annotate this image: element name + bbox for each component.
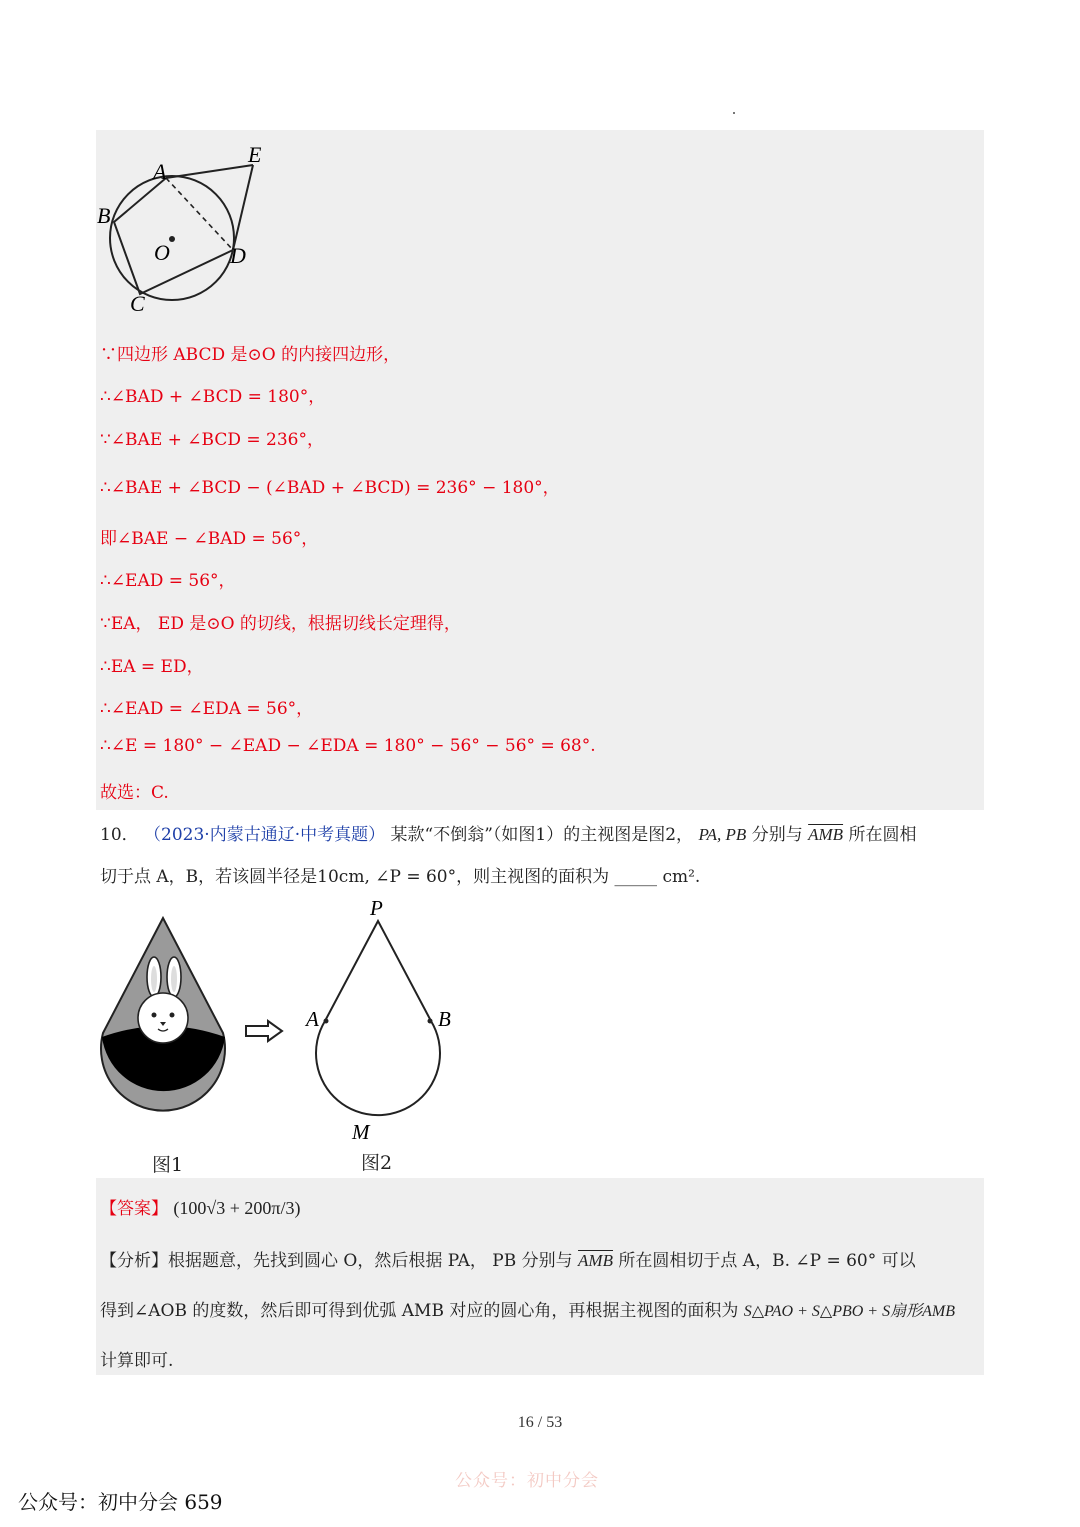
solution-line-6: ∴∠EAD = 56°， bbox=[100, 571, 236, 591]
solution-line-7: ∵EA， ED 是⊙O 的切线，根据切线长定理得， bbox=[100, 614, 461, 634]
rabbit-eye-left bbox=[152, 1013, 157, 1018]
rabbit-face bbox=[138, 993, 188, 1043]
rabbit-ear-inner-right bbox=[171, 966, 177, 992]
tumbler-front-view-figure bbox=[298, 895, 468, 1150]
label-p: P bbox=[370, 896, 383, 920]
page-number: 16 / 53 bbox=[517, 1414, 563, 1431]
point-a-dot bbox=[324, 1019, 329, 1024]
tangent-ae bbox=[166, 165, 253, 178]
analysis-text-1: 根据题意，先找到圆心 O，然后根据 PA， PB 分别与 bbox=[168, 1251, 573, 1271]
label-b2: B bbox=[438, 1007, 451, 1031]
point-b-dot bbox=[428, 1019, 433, 1024]
analysis-text-1b: 所在圆相切于点 A，B. ∠P = 60° 可以 bbox=[618, 1251, 916, 1271]
solution-line-3: ∵∠BAE + ∠BCD = 236°， bbox=[100, 430, 324, 450]
question-source: （2023·内蒙古通辽·中考真题） bbox=[144, 825, 386, 845]
question-arc-amb: $\overline{AMB}$ bbox=[808, 825, 844, 844]
question-text-2: 切于点 A，B，若该圆半径是10cm, ∠P = 60°，则主视图的面积为 bbox=[100, 867, 610, 887]
solution-line-5: 即∠BAE − ∠BAD = 56°， bbox=[100, 529, 319, 549]
rabbit-ear-inner-left bbox=[151, 966, 157, 992]
solution-line-10: ∴∠E = 180° − ∠EAD − ∠EDA = 180° − 56° − 56° = 68°. bbox=[100, 736, 596, 756]
question-10-line-2 bbox=[100, 862, 700, 887]
label-m: M bbox=[352, 1120, 370, 1144]
label-a2: A bbox=[306, 1007, 319, 1031]
answer-blank: _____ bbox=[614, 867, 658, 887]
label-o: O bbox=[154, 240, 170, 265]
solution-line-2: ∴∠BAD + ∠BCD = 180°， bbox=[100, 387, 326, 407]
solution-line-11: 故选：C. bbox=[100, 783, 169, 803]
analysis-tag: 【分析】 bbox=[100, 1251, 168, 1271]
solution-line-8: ∴EA = ED， bbox=[100, 657, 204, 677]
question-unit: cm². bbox=[662, 867, 701, 887]
question-number: 10． bbox=[100, 825, 139, 845]
quad-abcd bbox=[114, 178, 233, 294]
center-o-dot bbox=[169, 236, 175, 242]
arrow-icon bbox=[244, 1019, 286, 1043]
segment-ad bbox=[166, 178, 233, 250]
analysis-line-2 bbox=[100, 1296, 955, 1321]
footer-brand: 公众号：初中分会 659 bbox=[18, 1490, 223, 1514]
label-a: A bbox=[153, 159, 167, 184]
question-text-end: 所在圆相 bbox=[848, 825, 917, 845]
solution-line-4: ∴∠BAE + ∠BCD − (∠BAD + ∠BCD) = 236° − 180°， bbox=[100, 478, 560, 498]
answer-tag: 【答案】 bbox=[100, 1199, 168, 1219]
figure-1-caption: 图1 bbox=[152, 1154, 184, 1176]
solution-line-9: ∴∠EAD = ∠EDA = 56°， bbox=[100, 699, 314, 719]
analysis-line-3: 计算即可. bbox=[100, 1351, 174, 1371]
solution-line-1: ∵四边形 ABCD 是⊙O 的内接四边形， bbox=[100, 345, 401, 365]
question-pa-pb: PA, PB bbox=[698, 825, 747, 844]
question-10-line-1 bbox=[100, 820, 916, 845]
answer-value: (100√3 + 200π/3) bbox=[173, 1198, 301, 1218]
question-text-mid: 分别与 bbox=[751, 825, 803, 845]
tangent-de bbox=[233, 165, 253, 250]
figure-2-caption: 图2 bbox=[361, 1152, 393, 1174]
analysis-line-1 bbox=[100, 1246, 916, 1271]
analysis-arc-amb: $\overline{AMB}$ bbox=[578, 1251, 613, 1270]
scan-dot bbox=[733, 112, 735, 114]
rabbit-eye-right bbox=[170, 1013, 175, 1018]
analysis-text-2: 得到∠AOB 的度数，然后即可得到优弧 AMB 对应的圆心角，再根据主视图的面积为 bbox=[100, 1301, 739, 1321]
tumbler-toy-figure bbox=[96, 915, 236, 1125]
label-b: B bbox=[97, 203, 111, 228]
watermark-text: 公众号：初中分会 bbox=[455, 1471, 599, 1491]
circle-quadrilateral-figure bbox=[96, 135, 296, 320]
label-d: D bbox=[230, 243, 246, 268]
answer-line bbox=[100, 1194, 301, 1219]
label-e: E bbox=[248, 142, 262, 167]
question-text-1: 某款“不倒翁”（如图1）的主视图是图2， bbox=[390, 825, 694, 845]
front-view-outline bbox=[316, 921, 440, 1115]
analysis-formula: S△PAO + S△PBO + S扇形AMB bbox=[743, 1303, 955, 1320]
label-c: C bbox=[130, 291, 145, 316]
